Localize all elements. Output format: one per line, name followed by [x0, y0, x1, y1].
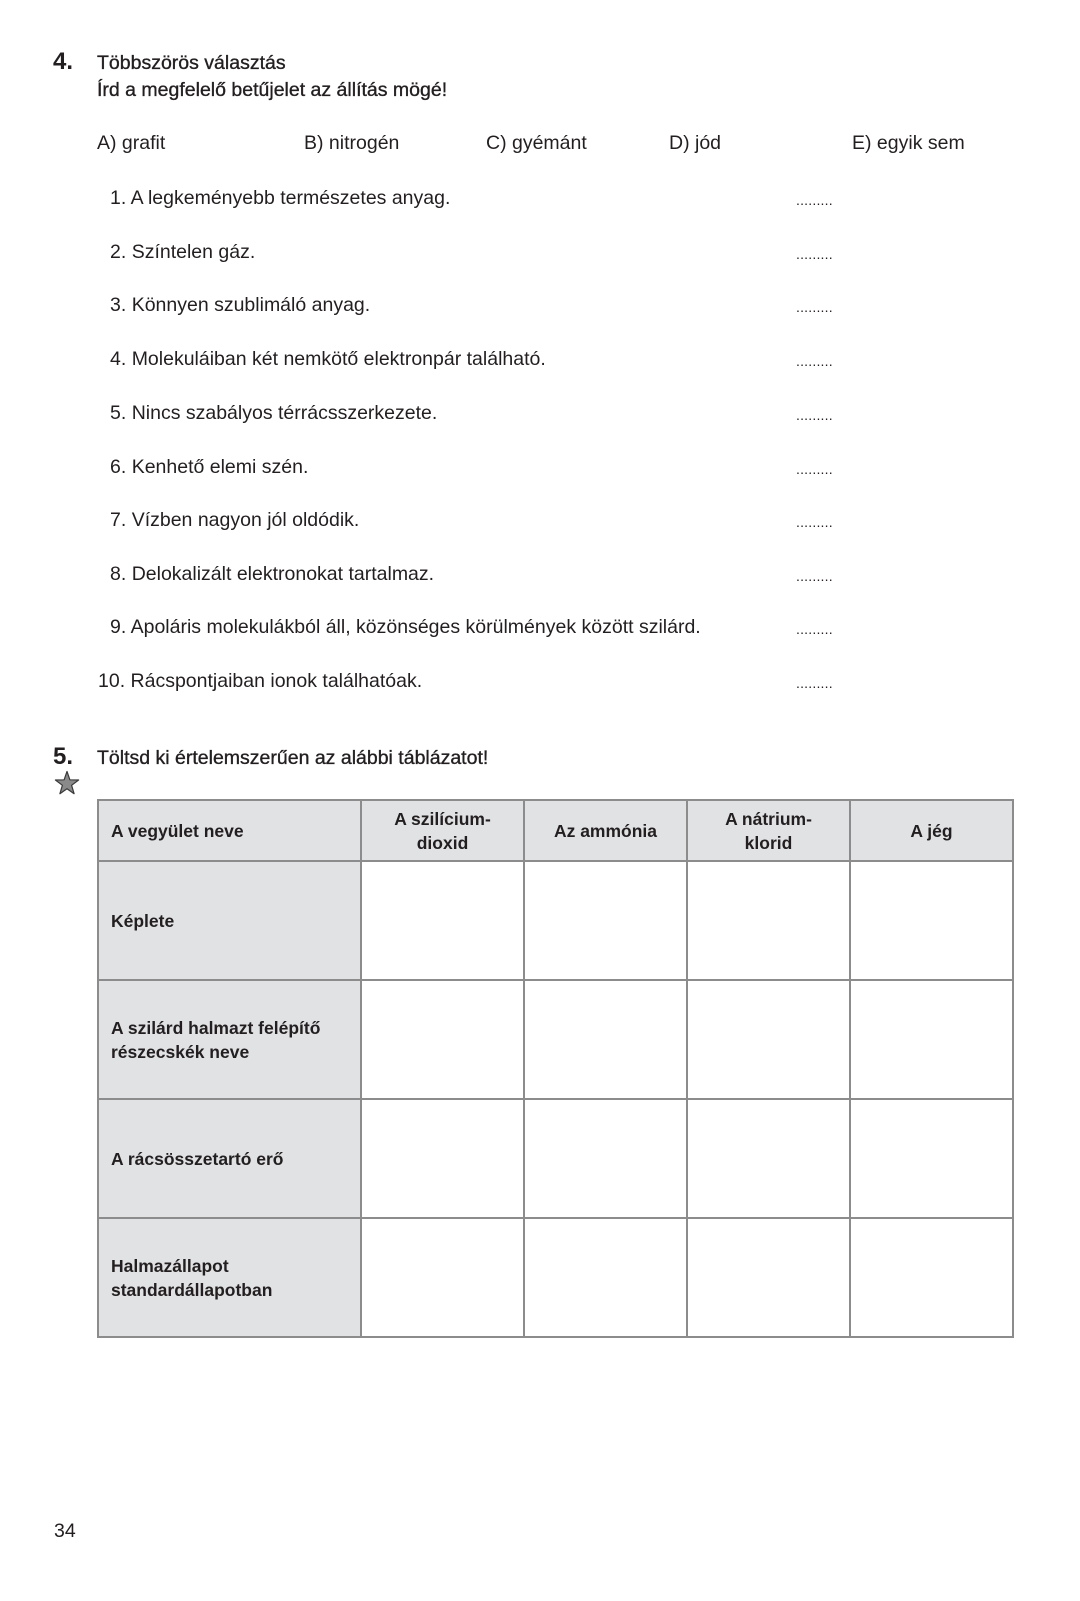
table-cell[interactable] [361, 980, 524, 1099]
header-line: A nátrium- [725, 808, 812, 829]
table-row [98, 861, 1013, 980]
table-header-ice [850, 800, 1013, 861]
table-cell[interactable] [850, 1218, 1013, 1337]
table-cell[interactable] [687, 1099, 850, 1218]
task-4-title: Többszörös választás [97, 52, 286, 74]
table-header-row [98, 800, 1013, 861]
answer-blank[interactable]: ......... [796, 514, 833, 530]
table-cell[interactable] [524, 1099, 687, 1218]
option-b: B) nitrogén [304, 132, 400, 154]
statement-item [0, 401, 1080, 425]
answer-blank[interactable]: ......... [796, 461, 833, 477]
table-cell[interactable] [524, 980, 687, 1099]
task-5-title: Töltsd ki értelemszerűen az alábbi táblázatot! [97, 747, 489, 769]
statement-text: A legkeményebb természetes anyag. [130, 187, 451, 209]
row-label-particles: A szilárd halmazt felépítő részecskék neve [98, 980, 361, 1099]
statement-text: Kenhető elemi szén. [131, 456, 309, 478]
table-cell[interactable] [850, 980, 1013, 1099]
table-row [98, 980, 1013, 1099]
statement-number: 8. [110, 563, 127, 585]
statement-item [0, 562, 1080, 586]
table-header-silicon-dioxide [361, 800, 524, 861]
statement-item [0, 347, 1080, 371]
table-header-compound-name: A vegyület neve [98, 800, 361, 861]
statement-text: Vízben nagyon jól oldódik. [131, 509, 360, 531]
table-cell[interactable] [850, 861, 1013, 980]
statement-number: 7. [110, 509, 127, 531]
statement-item [0, 455, 1080, 479]
table-cell[interactable] [687, 1218, 850, 1337]
table-cell[interactable] [361, 1218, 524, 1337]
header-line: Az ammónia [553, 820, 658, 841]
option-d: D) jód [669, 132, 722, 154]
task-4-number: 4. [53, 48, 74, 75]
star-icon [54, 770, 80, 801]
option-c: C) gyémánt [486, 132, 587, 154]
statement-number: 5. [110, 402, 127, 424]
header-line: A szilícium- [394, 808, 491, 829]
table-cell[interactable] [687, 861, 850, 980]
table-cell[interactable] [524, 1218, 687, 1337]
task-5-number: 5. [53, 743, 74, 770]
statement-item [0, 186, 1080, 210]
statement-text: Nincs szabályos térrácsszerkezete. [131, 402, 438, 424]
answer-blank[interactable]: ......... [796, 675, 833, 691]
table-cell[interactable] [361, 1099, 524, 1218]
answer-blank[interactable]: ......... [796, 407, 833, 423]
table-cell[interactable] [361, 861, 524, 980]
statement-text: Könnyen szublimáló anyag. [131, 294, 371, 316]
compound-properties-table [97, 799, 1014, 1338]
statement-text: Molekuláiban két nemkötő elektronpár található. [131, 348, 546, 370]
answer-blank[interactable]: ......... [796, 299, 833, 315]
statement-item [0, 669, 1080, 693]
answer-blank[interactable]: ......... [796, 568, 833, 584]
option-a: A) grafit [97, 132, 166, 154]
statement-item [0, 508, 1080, 532]
statement-text: Delokalizált elektronokat tartalmaz. [131, 563, 435, 585]
statement-item [0, 240, 1080, 264]
statement-number: 6. [110, 456, 127, 478]
table-header-ammonia [524, 800, 687, 861]
answer-blank[interactable]: ......... [796, 621, 833, 637]
statement-number: 9. [110, 616, 127, 638]
answer-blank[interactable]: ......... [796, 192, 833, 208]
statement-number: 3. [110, 294, 127, 316]
answer-blank[interactable]: ......... [796, 353, 833, 369]
statement-item [0, 293, 1080, 317]
table-cell[interactable] [524, 861, 687, 980]
statement-number: 1. [110, 187, 127, 209]
page-number: 34 [54, 1520, 76, 1542]
header-line: A jég [910, 820, 953, 841]
header-line: klorid [744, 832, 793, 853]
task-4-instruction: Írd a megfelelő betűjelet az állítás mögé! [97, 79, 448, 101]
statement-item [0, 615, 1080, 639]
option-e: E) egyik sem [852, 132, 965, 154]
answer-blank[interactable]: ......... [796, 246, 833, 262]
row-label-state: Halmazállapot standardállapotban [98, 1218, 361, 1337]
table-cell[interactable] [687, 980, 850, 1099]
row-label-formula: Képlete [98, 861, 361, 980]
statement-number: 2. [110, 241, 127, 263]
statement-text: Rácspontjaiban ionok találhatóak. [130, 670, 423, 692]
table-header-sodium-chloride [687, 800, 850, 861]
table-row [98, 1099, 1013, 1218]
header-line: dioxid [416, 832, 469, 853]
table-row [98, 1218, 1013, 1337]
table-cell[interactable] [850, 1099, 1013, 1218]
row-label-lattice-force: A rácsösszetartó erő [98, 1099, 361, 1218]
statement-number: 4. [110, 348, 127, 370]
statement-text: Színtelen gáz. [131, 241, 256, 263]
statement-text: Apoláris molekulákból áll, közönséges körülmények között szilárd. [130, 616, 701, 638]
statement-number: 10. [98, 670, 126, 692]
